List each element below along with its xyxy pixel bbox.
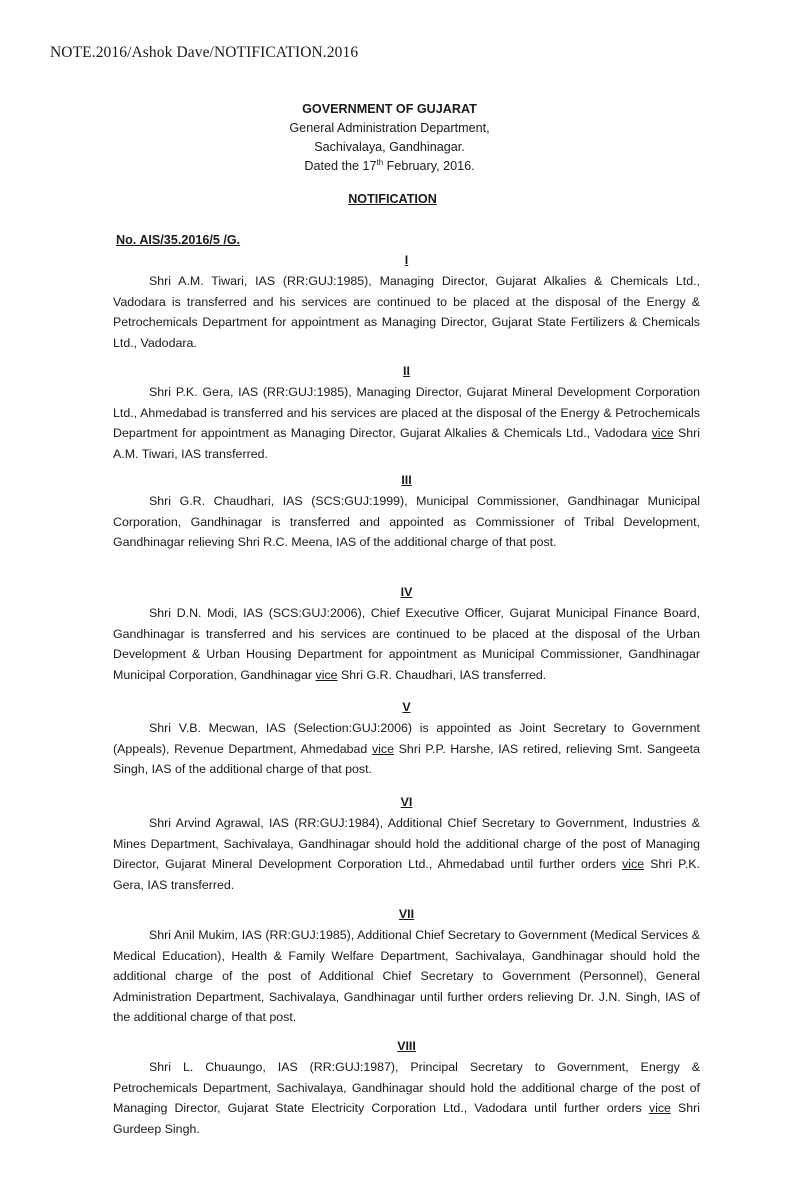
section-numeral: VI [400, 795, 413, 809]
section-text [113, 813, 700, 895]
section-text-after: Shri P.K. Gera, IAS transferred. [113, 857, 700, 892]
section-6 [113, 795, 700, 895]
section-text: Shri A.M. Tiwari, IAS (RR:GUJ:1985), Managing Director, Gujarat Alkalies & Chemicals Ltd., Vadodara is transferred and his services are continued to be placed at the disposal of the Energy & Petrochemicals Department for appointment as Managing Director, Gujarat State Fertilizers & Chemicals Ltd., Vadodara. [113, 274, 700, 350]
section-text: Shri G.R. Chaudhari, IAS (SCS:GUJ:1999), Municipal Commissioner, Gandhinagar Municipal Corporation, Gandhinagar is transferred and appointed as Commissioner of Tribal Development, Gandhinagar relieving Shri R.C. Meena, IAS of the additional charge of that post. [113, 494, 700, 549]
date-line [289, 157, 489, 176]
section-1 [113, 253, 700, 353]
section-text [113, 382, 700, 464]
office-address: Sachivalaya, Gandhinagar. [314, 140, 465, 154]
section-text-before: Shri V.B. Mecwan, IAS (Selection:GUJ:2006) is appointed as Joint Secretary to Government (Appeals), Revenue Department, Ahmedabad [113, 721, 700, 756]
section-numeral: VIII [397, 1039, 416, 1053]
notification-number: No. AIS/35.2016/5 /G. [116, 233, 241, 247]
section-text-after: Shri Gurdeep Singh. [113, 1101, 700, 1136]
vice-term: vice [622, 857, 645, 871]
section-2 [113, 364, 700, 464]
section-text [113, 1057, 700, 1139]
section-text: Shri Anil Mukim, IAS (RR:GUJ:1985), Additional Chief Secretary to Government (Medical Services & Medical Education), Health & Family Welfare Department, Sachivalaya, Gandhinagar should hold the additional charge of the post of Additional Chief Secretary to Government (Personnel), General Administration Department, Sachivalaya, Gandhinagar until further orders relieving Dr. J.N. Singh, IAS of the additional charge of that post. [113, 928, 700, 1024]
notification-title: NOTIFICATION [348, 192, 437, 206]
department-name: General Administration Department, [289, 121, 490, 135]
letterhead-block [289, 100, 489, 176]
section-numeral: I [404, 253, 409, 267]
government-name: GOVERNMENT OF GUJARAT [302, 102, 477, 116]
section-4 [113, 585, 700, 685]
section-text-after: Shri A.M. Tiwari, IAS transferred. [113, 426, 700, 461]
vice-term: vice [315, 667, 338, 682]
section-numeral: V [402, 700, 411, 714]
section-text-before: Shri L. Chuaungo, IAS (RR:GUJ:1987), Principal Secretary to Government, Energy & Petrochemicals Department, Sachivalaya, Gandhinagar should hold the additional charge of the post of Managing Director, Gujarat State Electricity Corporation Ltd., Vadodara until further orders [113, 1060, 700, 1115]
vice-term: vice [651, 426, 674, 440]
section-numeral: IV [400, 585, 413, 599]
letterhead [0, 100, 785, 176]
section-text-after: Shri P.P. Harshe, IAS retired, relieving Smt. Sangeeta Singh, IAS of the additional charge of that post. [113, 741, 700, 776]
section-text-before: Shri Arvind Agrawal, IAS (RR:GUJ:1984), Additional Chief Secretary to Government, Industries & Mines Department, Sachivalaya, Gandhinagar should hold the additional charge of the post of Managing Director, Gujarat Mineral Development Corporation Ltd., Ahmedabad until further orders [113, 816, 700, 871]
section-numeral: III [401, 473, 412, 487]
vice-term: vice [371, 741, 395, 756]
date-prefix: Dated the 17 [304, 159, 377, 173]
section-7 [113, 907, 700, 1028]
date-superscript: th [376, 157, 384, 167]
file-reference: NOTE.2016/Ashok Dave/NOTIFICATION.2016 [50, 44, 359, 61]
section-5 [113, 700, 700, 780]
section-text [113, 718, 700, 780]
section-text-before: Shri P.K. Gera, IAS (RR:GUJ:1985), Managing Director, Gujarat Mineral Development Corporation Ltd., Ahmedabad is transferred and his services are placed at the disposal of the Energy & Petrochemicals Department for appointment as Managing Director, Gujarat Alkalies & Chemicals Ltd., Vadodara [113, 385, 700, 440]
section-numeral: II [403, 364, 410, 378]
section-text-before: Shri D.N. Modi, IAS (SCS:GUJ:2006), Chief Executive Officer, Gujarat Municipal Finance Board, Gandhinagar is transferred and his services are continued to be placed at the disposal of the Urban Development & Urban Housing Department for appointment as Municipal Commissioner, Gandhinagar Municipal Corporation, Gandhinagar [113, 606, 700, 682]
section-text [113, 603, 700, 685]
date-suffix: February, 2016. [383, 159, 475, 173]
section-3 [113, 473, 700, 553]
section-numeral: VII [398, 907, 415, 921]
vice-term: vice [648, 1101, 671, 1115]
section-8 [113, 1039, 700, 1139]
section-text-after: Shri G.R. Chaudhari, IAS transferred. [337, 667, 547, 682]
